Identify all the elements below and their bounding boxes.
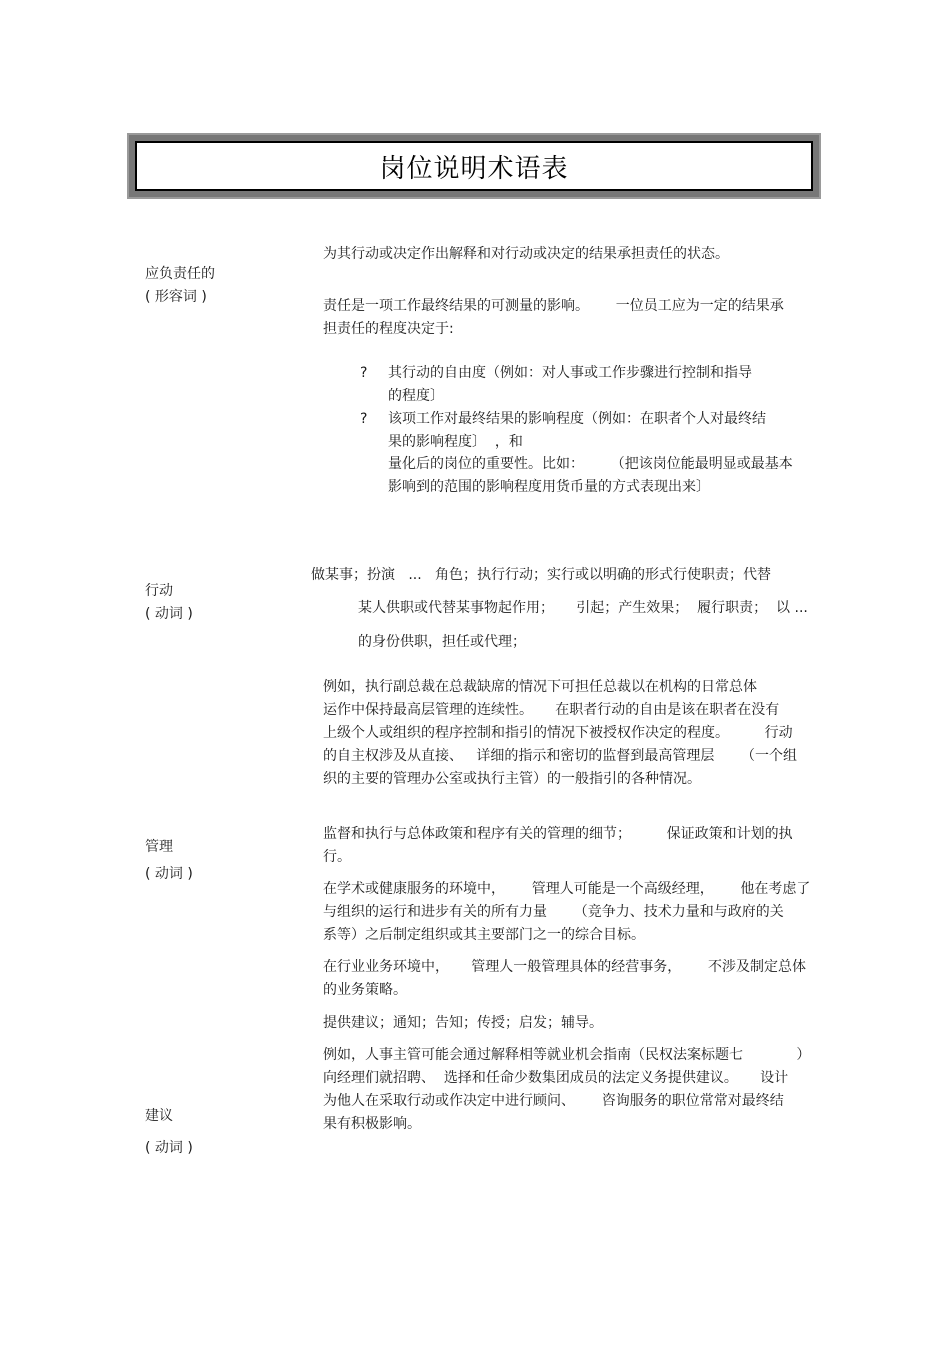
title-inner-box (135, 141, 813, 191)
advise-example-line: 果有积极影响。 (323, 1116, 421, 1132)
manage-para-line: 在行业业务环境中， 管理人一般管理具体的经营事务， 不涉及制定总体 (323, 959, 806, 975)
manage-para-line: 的业务策略。 (323, 982, 407, 998)
act-definition-line: 某人供职或代替某事物起作用； 引起；产生效果； 履行职责； 以 ... (358, 600, 808, 616)
manage-para-line: 行。 (323, 849, 351, 865)
bullet-item-line: 其行动的自由度（例如：对人事或工作步骤进行控制和指导 (388, 365, 752, 381)
term-responsible-pos: ( 形容词 ) (145, 289, 207, 305)
advise-example-line: 向经理们就招聘、 选择和任命少数集团成员的法定义务提供建议。 设计 (323, 1070, 789, 1086)
bullet-mark: ? (360, 411, 368, 427)
bullet-item-line: 量化后的岗位的重要性。比如： （把该岗位能最明显或最基本 (388, 456, 793, 472)
act-example-line: 的自主权涉及从直接、 详细的指示和密切的监督到最高管理层 （一个组 (323, 748, 798, 764)
act-definition-line: 的身份供职，担任或代理； (358, 634, 526, 650)
act-example-line: 织的主要的管理办公室或执行主管）的一般指引的各种情况。 (323, 771, 701, 787)
bullet-mark: ? (360, 365, 368, 381)
responsible-para-line: 责任是一项工作最终结果的可测量的影响。 一位员工应为一定的结果承 (323, 298, 784, 314)
bullet-item-line: 该项工作对最终结果的影响程度（例如：在职者个人对最终结 (388, 411, 766, 427)
manage-para-line: 在学术或健康服务的环境中， 管理人可能是一个高级经理， 他在考虑了 (323, 881, 811, 897)
manage-para-line: 监督和执行与总体政策和程序有关的管理的细节； 保证政策和计划的执 (323, 826, 793, 842)
act-example-line: 例如，执行副总裁在总裁缺席的情况下可担任总裁以在机构的日常总体 (323, 679, 757, 695)
act-example-line: 运作中保持最高层管理的连续性。 在职者行动的自由是该在职者在没有 (323, 702, 780, 718)
term-act: 行动 (145, 583, 173, 599)
act-example-line: 上级个人或组织的程序控制和指引的情况下被授权作决定的程度。 行动 (323, 725, 793, 741)
bullet-item-line: 影响到的范围的影响程度用货币量的方式表现出来〕 (388, 479, 710, 495)
title-box (127, 133, 821, 199)
term-responsible: 应负责任的 (145, 266, 215, 282)
term-advise: 建议 (145, 1108, 173, 1124)
term-act-pos: ( 动词 ) (145, 606, 193, 622)
bullet-item-line: 的程度〕 (388, 388, 444, 404)
responsible-definition: 为其行动或决定作出解释和对行动或决定的结果承担责任的状态。 (323, 246, 729, 262)
term-advise-pos: ( 动词 ) (145, 1140, 193, 1156)
advise-definition: 提供建议；通知；告知；传授；启发；辅导。 (323, 1015, 603, 1031)
manage-para-line: 与组织的运行和进步有关的所有力量 （竞争力、技术力量和与政府的关 (323, 904, 784, 920)
term-manage-pos: ( 动词 ) (145, 866, 193, 882)
bullet-item-line: 果的影响程度〕 ，和 (388, 434, 523, 450)
manage-para-line: 系等）之后制定组织或其主要部门之一的综合目标。 (323, 927, 645, 943)
page-title: 岗位说明术语表 (379, 153, 569, 184)
advise-example-line: 例如，人事主管可能会通过解释相等就业机会指南（民权法案标题七 ） (323, 1047, 811, 1063)
responsible-para-line: 担责任的程度决定于: (323, 321, 454, 337)
term-manage: 管理 (145, 839, 173, 855)
advise-example-line: 为他人在采取行动或作决定中进行顾问、 咨询服务的职位常常对最终结 (323, 1093, 784, 1109)
act-definition-line: 做某事；扮演 ... 角色；执行行动；实行或以明确的形式行使职责；代替 (311, 567, 772, 583)
